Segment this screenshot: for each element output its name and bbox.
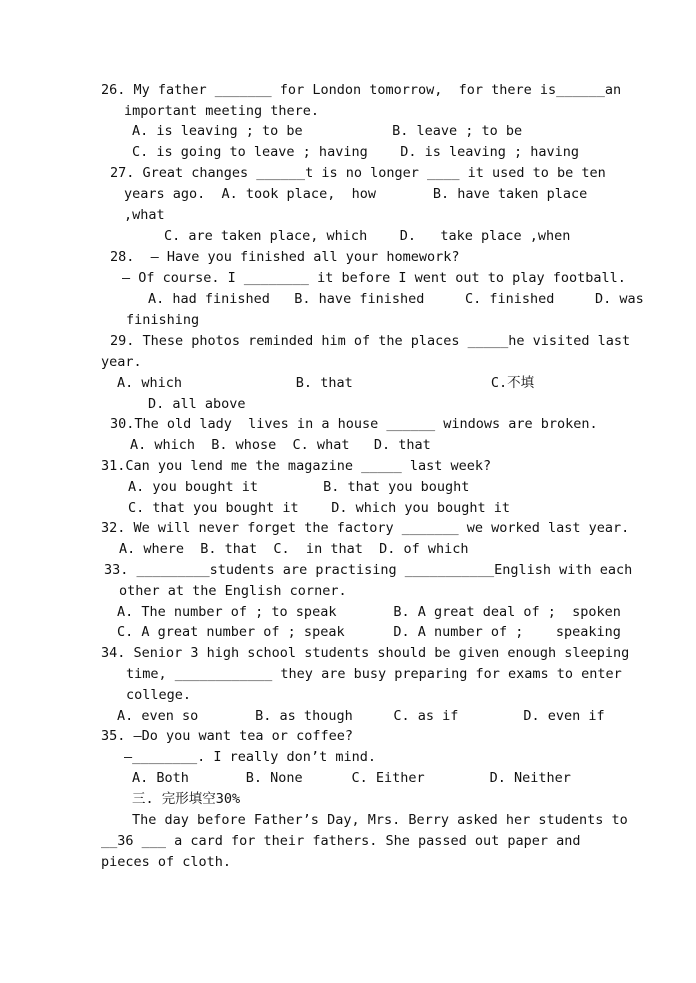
q31-options-cd: C. that you bought it D. which you bought it bbox=[128, 500, 511, 516]
q26-stem-line2: important meeting there. bbox=[124, 103, 320, 119]
q29-option-d: D. all above bbox=[148, 396, 246, 412]
q27-stem-line2: years ago. A. took place, how B. have taken place bbox=[124, 186, 588, 202]
q28-options: A. had finished B. have finished C. finished D. was bbox=[148, 291, 644, 307]
q26-stem-line1: 26. My father _______ for London tomorrow, for there is______an bbox=[101, 82, 622, 98]
q30-options: A. which B. whose C. what D. that bbox=[130, 437, 431, 453]
cloze-passage-line2: __36 ___ a card for their fathers. She passed out paper and bbox=[101, 833, 581, 849]
q28-stem-line2: — Of course. I ________ it before I went out to play football. bbox=[122, 270, 626, 286]
q27-stem-line1: 27. Great changes ______t is no longer ____ it used to be ten bbox=[110, 165, 606, 181]
q33-options-ab: A. The number of ; to speak B. A great deal of ; spoken bbox=[117, 604, 621, 620]
q31-options-ab: A. you bought it B. that you bought bbox=[128, 479, 470, 495]
q29-stem-line2: year. bbox=[101, 354, 142, 370]
q34-stem-line3: college. bbox=[126, 687, 192, 703]
q28-options-cont: finishing bbox=[126, 312, 200, 328]
q27-stem-line3: ,what bbox=[124, 207, 165, 223]
q33-options-cd: C. A great number of ; speak D. A number of ; speaking bbox=[117, 624, 621, 640]
q27-options-cd: C. are taken place, which D. take place ,when bbox=[164, 228, 571, 244]
q33-stem-line1: 33. _________students are practising ___________English with each bbox=[104, 562, 633, 578]
q32-options: A. where B. that C. in that D. of which bbox=[119, 541, 469, 557]
q34-stem-line1: 34. Senior 3 high school students should be given enough sleeping bbox=[101, 645, 630, 661]
q29-options-abc: A. which B. that C.不填 bbox=[117, 375, 535, 391]
q26-options-ab: A. is leaving ; to be B. leave ; to be bbox=[132, 123, 523, 139]
q35-stem-line1: 35. —Do you want tea or coffee? bbox=[101, 728, 353, 744]
q29-stem-line1: 29. These photos reminded him of the places _____he visited last bbox=[110, 333, 631, 349]
q33-stem-line2: other at the English corner. bbox=[119, 583, 347, 599]
q34-options: A. even so B. as though C. as if D. even if bbox=[117, 708, 605, 724]
q34-stem-line2: time, ____________ they are busy preparing for exams to enter bbox=[126, 666, 622, 682]
q32-stem: 32. We will never forget the factory _______ we worked last year. bbox=[101, 520, 630, 536]
cloze-passage-line3: pieces of cloth. bbox=[101, 854, 232, 870]
q35-stem-line2: —________. I really don’t mind. bbox=[124, 749, 376, 765]
section-heading-cloze: 三. 完形填空30% bbox=[132, 791, 241, 807]
cloze-passage-line1: The day before Father’s Day, Mrs. Berry asked her students to bbox=[132, 812, 628, 828]
q31-stem: 31.Can you lend me the magazine _____ last week? bbox=[101, 458, 492, 474]
q26-options-cd: C. is going to leave ; having D. is leaving ; having bbox=[132, 144, 580, 160]
q30-stem: 30.The old lady lives in a house ______ windows are broken. bbox=[110, 416, 598, 432]
q28-stem-line1: 28. — Have you finished all your homework? bbox=[110, 249, 460, 265]
q35-options: A. Both B. None C. Either D. Neither bbox=[132, 770, 571, 786]
